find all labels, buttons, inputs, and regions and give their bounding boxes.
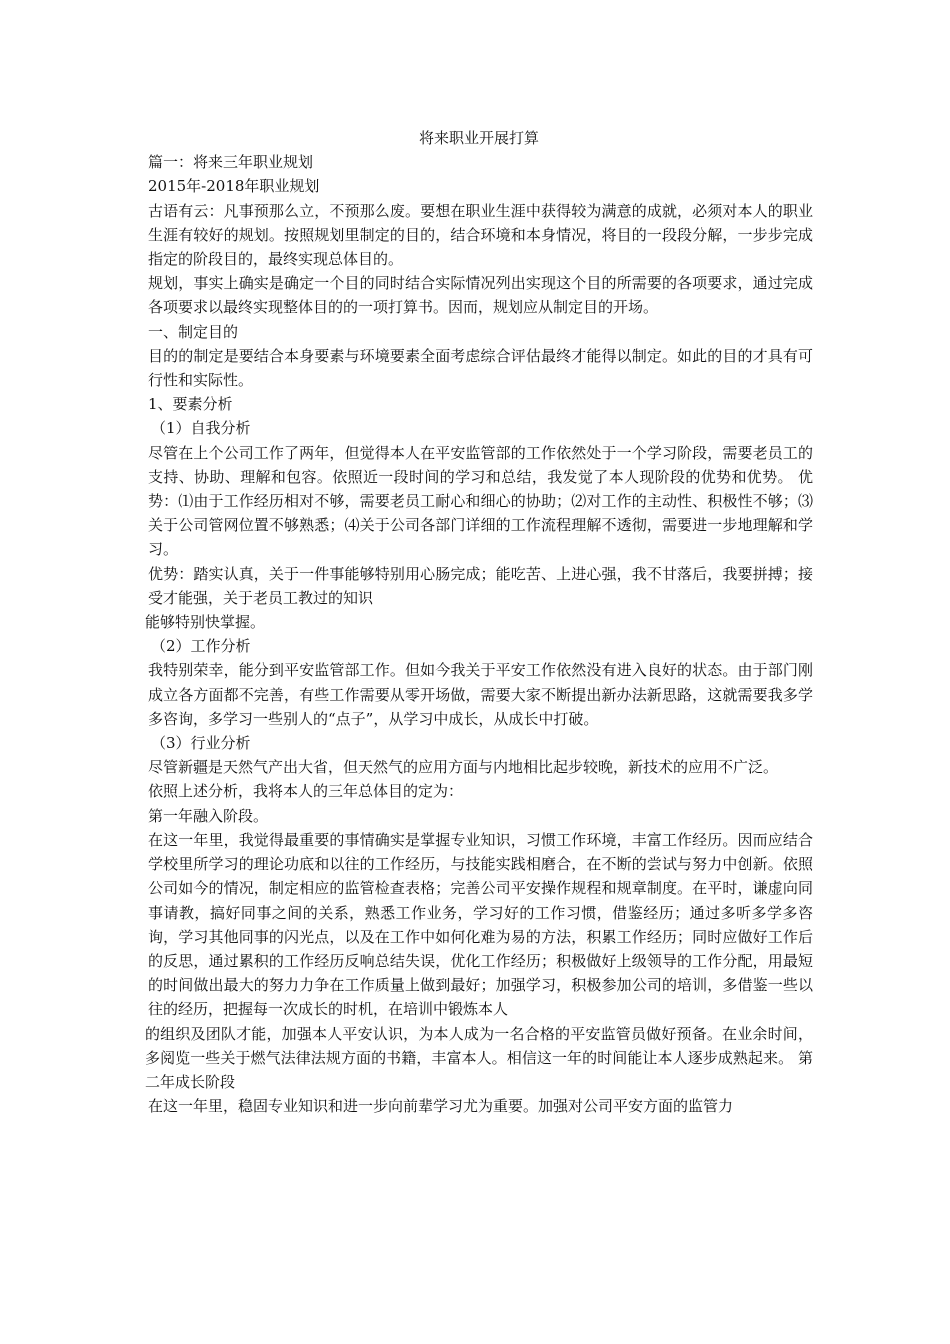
paragraph: 我特别荣幸，能分到平安监管部工作。但如今我关于平安工作依然没有进入良好的状态。由于部门刚成立各方面都不完善，有些工作需要从零开场做，需要大家不断提出新办法新思路，这就需要我多学多咨询，多学习一些别人的“点子”，从学习中成长，从成长中打破。 [148, 661, 813, 728]
paragraph-section-heading: 篇一：将来三年职业规划 [148, 153, 314, 172]
paragraph-stage-heading: 第一年融入阶段。 [148, 806, 269, 825]
paragraph: 能够特别快掌握。 [145, 613, 266, 632]
paragraph: 尽管在上个公司工作了两年，但觉得本人在平安监管部的工作依然处于一个学习阶段，需要老员工的支持、协助、理解和包容。依照近一段时间的学习和总结，我发觉了本人现阶段的优势和优势。 优势：⑴由于工作经历相对不够，需要老员工耐心和细心的协助；⑵对工作的主动性、积极性不够；⑶关于公司管网位置不够熟悉；⑷关于公司各部门详细的工作流程理解不透彻，需要进一步地理解和学习。 [148, 443, 813, 559]
paragraph: 古语有云：凡事预那么立，不预那么废。要想在职业生涯中获得较为满意的成就，必须对本人的职业生涯有较好的规划。按照规划里制定的目的，结合环境和本身情况，将目的一段段分解，一步步完成指定的阶段目的，最终实现总体目的。 [148, 201, 813, 269]
paragraph: 的组织及团队才能，加强本人平安认识，为本人成为一名合格的平安监管员做好预备。在业余时间，多阅览一些关于燃气法律法规方面的书籍，丰富本人。相信这一年的时间能让本人逐步成熟起来。 第二年成长阶段 [145, 1024, 813, 1091]
paragraph-subheading: （1）自我分析 [151, 419, 251, 438]
paragraph: 在这一年里，稳固专业知识和进一步向前辈学习尤为重要。加强对公司平安方面的监管力 [148, 1097, 734, 1116]
paragraph: 依照上述分析，我将本人的三年总体目的定为： [148, 782, 464, 801]
paragraph-heading: 一、制定目的 [148, 322, 239, 341]
paragraph-subheading: （2）工作分析 [151, 637, 251, 656]
paragraph: 尽管新疆是天然气产出大省，但天然气的应用方面与内地相比起步较晚，新技术的应用不广泛。 [148, 758, 779, 777]
paragraph-plan-period: 2015年-2018年职业规划 [148, 177, 320, 196]
paragraph: 目的的制定是要结合本身要素与环境要素全面考虑综合评估最终才能得以制定。如此的目的才具有可行性和实际性。 [148, 346, 813, 390]
paragraph-subheading: （3）行业分析 [151, 734, 251, 753]
paragraph: 规划，事实上确实是确定一个目的同时结合实际情况列出实现这个目的所需要的各项要求，通过完成各项要求以最终实现整体目的的一项打算书。因而，规划应从制定目的开场。 [148, 274, 813, 317]
document-body [145, 126, 813, 1118]
document-title: 将来职业开展打算 [418, 129, 539, 147]
paragraph: 优势：踏实认真，关于一件事能够特别用心肠完成；能吃苦、上进心强，我不甘落后，我要拼搏；接受才能强，关于老员工教过的知识 [148, 564, 813, 607]
paragraph-heading: 1、要素分析 [148, 395, 233, 414]
paragraph: 在这一年里，我觉得最重要的事情确实是掌握专业知识，习惯工作环境，丰富工作经历。因而应结合学校里所学习的理论功底和以往的工作经历，与技能实践相磨合，在不断的尝试与努力中创新。依照公司如今的情况，制定相应的监管检查表格；完善公司平安操作规程和规章制度。在平时，谦虚向同事请教，搞好同事之间的关系，熟悉工作业务，学习好的工作习惯，借鉴经历；通过多听多学多咨询，学习其他同事的闪光点，以及在工作中如何化难为易的方法，积累工作经历；同时应做好工作后的反思，通过累积的工作经历反响总结失误，优化工作经历；积极做好上级领导的工作分配，用最短的时间做出最大的努力力争在工作质量上做到最好；加强学习，积极参加公司的培训，多借鉴一些以往的经历，把握每一次成长的时机，在培训中锻炼本人 [148, 830, 813, 1019]
